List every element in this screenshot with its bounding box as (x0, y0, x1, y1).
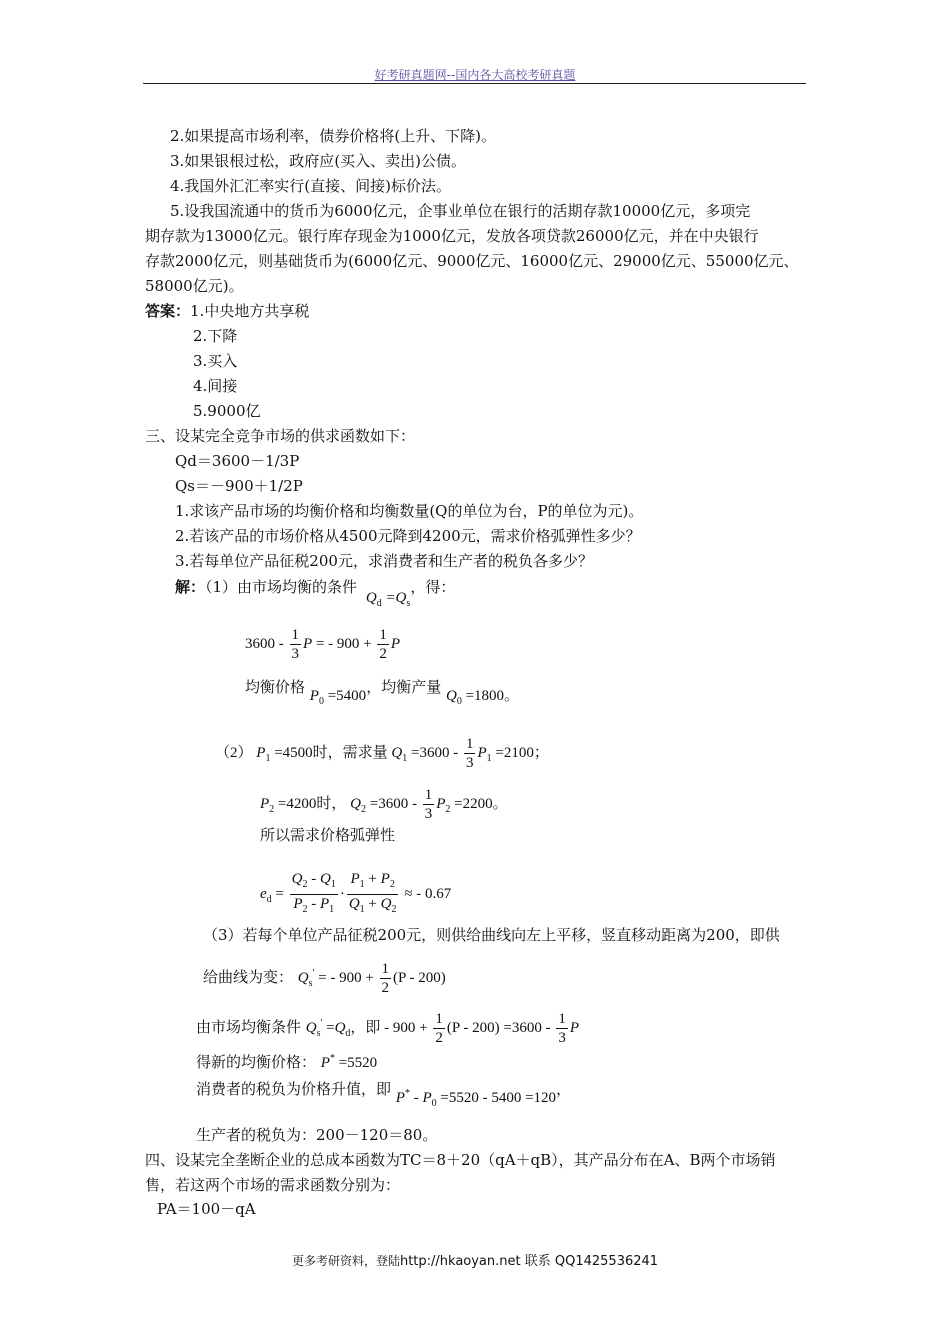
frac-num: 1 (558, 1011, 566, 1027)
question-5-line-2: 期存款为13000亿元。银行库存现金为1000亿元，发放各项贷款26000亿元，并在中央银行 (145, 227, 759, 245)
var-p: P (569, 1019, 580, 1036)
frac-den: 3 (291, 646, 299, 662)
solution-3-equilibrium: 由市场均衡条件 $Q_s' =Q_d$，即 - 900 + $\frac{1}{2}$ (P - 200) =3600 - $\frac{1}{3}$ P (196, 1011, 580, 1046)
footer-text: 更多考研资料，登陆 (291, 1254, 400, 1268)
market-a-demand: PA＝100－qA (157, 1200, 256, 1218)
question-4: 4.我国外汇汇率实行(直接、间接)标价法。 (170, 177, 452, 195)
answer-1: 1.中央地方共享税 (190, 302, 310, 320)
period: 。 (504, 688, 520, 704)
var-p: P (390, 635, 401, 652)
s2-when: 时，需求量 (312, 744, 388, 761)
section-3-title: 三、设某完全竞争市场的供求函数如下： (145, 427, 416, 445)
solution-3-consumer-tax: 消费者的税负为价格升值，即 $P^* - P_0 =5520 - 5400 =120$， (196, 1080, 572, 1109)
demand-function: Qd＝3600－1/3P (175, 452, 300, 470)
s2-q2: =3600 - (369, 795, 417, 812)
answer-4: 4.间接 (193, 377, 238, 395)
s2-p1: =4500 (274, 744, 313, 761)
s3-new-label: 得新的均衡价格： (196, 1053, 317, 1071)
answer-5: 5.9000亿 (193, 402, 261, 420)
supply-function: Qs＝－900＋1/2P (175, 477, 303, 495)
solution-1-intro (175, 577, 456, 609)
frac-den: 3 (424, 806, 433, 822)
equilibrium-result: 均衡价格 $P_0 =5400$，均衡产量 $Q_0 =1800$。 (245, 678, 520, 707)
solution-1-text: （1）由市场均衡的条件 (205, 578, 358, 596)
eq-mid: = - 900 + (315, 635, 372, 652)
elasticity-result: ≈ - 0.67 (404, 885, 452, 902)
answer-3: 3.买入 (193, 352, 238, 370)
problem-2: 2.若该产品的市场价格从4500元降到4200元，需求价格弧弹性多少？ (175, 527, 641, 545)
period: 。 (492, 795, 508, 812)
s3-supply-tail: (P - 200) (393, 969, 446, 986)
s2-q1: =3600 - (411, 744, 459, 761)
frac-num: 1 (424, 787, 433, 803)
frac-den: 2 (435, 1030, 443, 1046)
var-p: P (303, 635, 313, 652)
eq-price-label: 均衡价格 (245, 678, 306, 696)
answer-label: 答案： (145, 302, 191, 320)
answer-block (145, 301, 309, 321)
solution-3-producer-tax: 生产者的税负为：200－120＝80。 (196, 1126, 438, 1144)
s3-cons-label: 消费者的税负为价格升值，即 (196, 1080, 392, 1098)
s2-p2: =4200 (277, 795, 317, 812)
s3-eq-mid: ，即 - 900 + (350, 1019, 428, 1036)
frac-den: 2 (381, 980, 390, 996)
question-5-line-4: 58000亿元)。 (145, 277, 244, 295)
s2-prefix: （2） (215, 744, 253, 761)
question-5-line-3: 存款2000亿元，则基础货币为(6000亿元、9000亿元、16000亿元、29000亿元、55000亿元、 (145, 252, 799, 270)
solution-3-line-2: 给曲线为变： $Q_s'$ = - 900 + $\frac{1}{2}$ (P - 200) (203, 961, 446, 996)
problem-1: 1.求该产品市场的均衡价格和均衡数量(Q的单位为台，P的单位为元)。 (175, 502, 644, 520)
footer-url-link[interactable]: http://hkaoyan.net (399, 1254, 521, 1269)
equation-equilibrium (245, 626, 400, 663)
s3-cons-value: =5520 - 5400 =120 (440, 1090, 557, 1106)
s3-new-value: =5520 (338, 1055, 378, 1071)
s3-eq-tail: (P - 200) =3600 - (446, 1019, 551, 1036)
solution-3-new-price: 得新的均衡价格： P* =5520 (196, 1053, 378, 1071)
page-footer (0, 1250, 950, 1269)
s3-line2: 给曲线为变： (203, 967, 294, 986)
question-3: 3.如果银根过松，政府应(买入、卖出)公债。 (170, 152, 467, 170)
solution-label: 解： (175, 578, 206, 596)
question-5-line-1: 5.设我国流通中的货币为6000亿元，企事业单位在银行的活期存款10000亿元，多项完 (170, 202, 751, 220)
section-4-line-2: 售，若这两个市场的需求函数分别为： (145, 1176, 401, 1194)
page-header-link[interactable]: 好考研真题网--国内各大高校考研真题 (374, 68, 576, 82)
frac-den: 3 (558, 1030, 566, 1046)
arc-elasticity-formula: $e_d$ = $\frac{Q_2 - Q_1}{P_2 - P_1}$ · $\frac{P_1 + P_2}{Q_1 + Q_2}$ ≈ - 0.67 (260, 871, 452, 915)
semicolon: ； (533, 744, 549, 761)
s3-eq-label: 由市场均衡条件 (196, 1017, 302, 1036)
s2-q2-result: =2200 (454, 795, 493, 812)
section-4-line-1: 四、设某完全垄断企业的总成本函数为TC＝8＋20（qA＋qB），其产品分布在A、B两个市场销 (145, 1151, 776, 1169)
solution-2-line-1: （2） $P_1 =4500$时，需求量 $Q_1 =3600$ - $\frac{1}{3}$ $P_1 =2100$； (215, 736, 549, 771)
solution-1-get: ，得： (410, 578, 456, 596)
arc-elasticity-label: 所以需求价格弧弹性 (260, 826, 396, 844)
solution-3-line-1: （3）若每个单位产品征税200元，则供给曲线向左上平移，竖直移动距离为200，即供 (203, 926, 780, 944)
comma: ， (556, 1080, 572, 1098)
s2-q1-result: =2100 (495, 744, 534, 761)
answer-2: 2.下降 (193, 327, 238, 345)
eq-qty-value: =1800 (465, 688, 505, 704)
frac-num: 1 (379, 627, 387, 643)
header-divider (143, 83, 806, 84)
eq-qty-label: ，均衡产量 (366, 678, 442, 696)
frac-num: 1 (291, 627, 299, 643)
frac-den: 2 (379, 646, 387, 662)
footer-contact: 联系 QQ1425536241 (520, 1254, 659, 1269)
frac-den: 3 (465, 755, 474, 771)
question-2: 2.如果提高市场利率，债券价格将(上升、下降)。 (170, 127, 497, 145)
s3-supply: = - 900 + (318, 969, 374, 986)
frac-num: 1 (381, 961, 390, 977)
s2-when2: 时， (316, 795, 347, 812)
solution-2-line-2: $P_2 =4200$时， $Q_2 =3600$ - $\frac{1}{3}$ $P_2 =2200$。 (260, 787, 508, 822)
eq-lhs: 3600 - (245, 635, 284, 652)
eq-price-value: =5400 (327, 688, 367, 704)
equilibrium-condition: $Q_d =Q_s$ (365, 590, 411, 609)
frac-num: 1 (465, 736, 474, 752)
problem-3: 3.若每单位产品征税200元，求消费者和生产者的税负各多少？ (175, 552, 593, 570)
frac-num: 1 (435, 1011, 443, 1027)
